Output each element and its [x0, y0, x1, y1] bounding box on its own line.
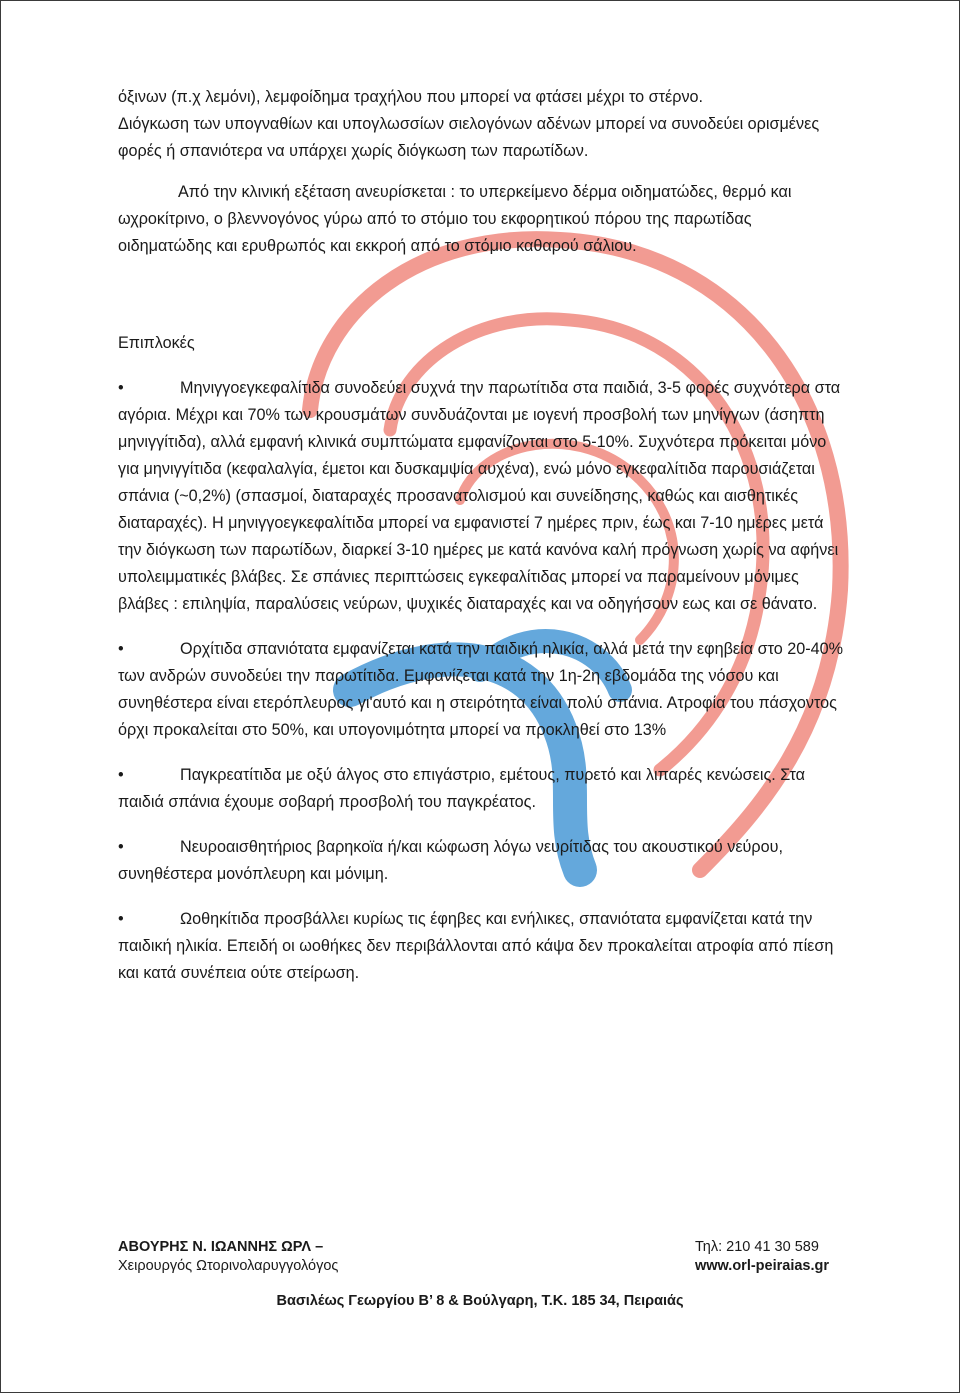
bullet-marker: •: [118, 838, 124, 856]
footer-title: Χειρουργός Ωτορινολαρυγγολόγος: [118, 1258, 339, 1274]
bullet-meningoencephalitis: [118, 375, 848, 618]
bullet-marker: •: [118, 910, 124, 928]
document-body: [118, 84, 848, 987]
footer-address: Βασιλέως Γεωργίου Β’ 8 & Βούλγαρη, Τ.Κ. 185 34, Πειραιάς: [276, 1293, 684, 1309]
exam-paragraph: Από την κλινική εξέταση ανευρίσκεται : το υπερκείμενο δέρμα οιδηματώδες, θερμό και ωχροκίτρινο, ο βλεννογόνος γύρω από το στόμιο του εκφορητικού πόρου της παρωτίδας οιδηματώδης και ερυθρωπός και εκκροή από το στόμιο καθαρού σάλιου.: [118, 183, 792, 255]
bullet-text: Ωοθηκίτιδα προσβάλλει κυρίως τις έφηβες και ενήλικες, σπανιότατα εμφανίζεται κατά την παιδική ηλικία. Επειδή οι ωοθήκες δεν περιβάλλονται από κάψα δεν προκαλείται ατροφία από πίεση και κατά συνέπεια ούτε στείρωση.: [118, 910, 834, 982]
bullet-hearing-loss: [118, 834, 848, 888]
footer-website-link[interactable]: www.orl-peiraias.gr: [695, 1258, 830, 1274]
footer-phone: Τηλ: 210 41 30 589: [695, 1239, 819, 1255]
footer-doctor-info: [118, 1238, 338, 1276]
bullet-text: Ορχίτιδα σπανιότατα εμφανίζεται κατά την παιδική ηλικία, αλλά μετά την εφηβεία στο 20-40% των ανδρών συνοδεύει την παρωτίτιδα. Εμφανίζεται κατά την 1η-2η εβδομάδα της νόσου και συνηθέστερα είναι ετερόπλευρος γι'αυτό και η στειρότητα είναι πολύ σπάνια. Ατροφία του πάσχοντος όρχι προκαλείται στο 50%, και υπογονιμότητα μπορεί να προκληθεί στο 13%: [118, 640, 844, 739]
intro-line-2: Διόγκωση των υπογναθίων και υπογλωσσίων σιελογόνων αδένων μπορεί να συνοδεύει ορισμένες φορές ή σπανιότερα να υπάρχει χωρίς διόγκωση των παρωτίδων.: [118, 115, 820, 160]
bullet-pancreatitis: [118, 762, 848, 816]
bullet-marker: •: [118, 640, 124, 658]
bullet-text: Νευροαισθητήριος βαρηκοϊα ή/και κώφωση λόγω νευρίτιδας του ακουστικού νεύρου, συνηθέστερα μονόπλευρη και μόνιμη.: [118, 838, 783, 883]
bullet-oophoritis: [118, 906, 848, 987]
intro-line-1: όξινων (π.χ λεμόνι), λεμφοίδημα τραχήλου που μπορεί να φτάσει μέχρι το στέρνο.: [118, 88, 704, 106]
bullet-marker: •: [118, 379, 124, 397]
complications-heading: Επιπλοκές: [118, 334, 195, 352]
bullet-text: Παγκρεατίτιδα με οξύ άλγος στο επιγάστριο, εμέτους, πυρετό και λιπαρές κενώσεις. Στα παιδιά σπάνια έχουμε σοβαρή προσβολή του παγκρέατος.: [118, 766, 806, 811]
footer-name: ΑΒΟΥΡΗΣ Ν. ΙΩΑΝΝΗΣ ΩΡΛ –: [118, 1239, 324, 1255]
bullet-text: Μηνιγγοεγκεφαλίτιδα συνοδεύει συχνά την παρωτίτιδα στα παιδιά, 3-5 φορές συχνότερα στα αγόρια. Μέχρι και 70% των κρουσμάτων συνδυάζονται με ιογενή προσβολή των μηνίγγων (άσηπτη μηνιγγίτιδα), αλλά εμφανή κλινικά συμπτώματα εμφανίζονται στο 5-10%. Συχνότερα πρόκειται μόνο για μηνιγγίτιδα (κεφαλαλγία, έμετοι και δυσκαμψία αυχένα), ενώ μόνο εγκεφαλίτιδα παρουσιάζεται σπάνια (~0,2%) (σπασμοί, διαταραχές προσανατολισμού και συνείδησης, καθώς και αισθητικές διαταραχές). Η μηνιγγοεγκεφαλίτιδα μπορεί να εμφανιστεί 7 ημέρες πριν, έως και 7-10 ημέρες μετά την διόγκωση των παρωτίδων, διαρκεί 3-10 ημέρες με κατά κανόνα καλή πρόγνωση χωρίς να αφήνει υπολειμματικές βλάβες. Σε σπάνιες περιπτώσεις εγκεφαλίτιδας μπορεί να παραμείνουν μόνιμες βλάβες : επιληψία, παραλύσεις νεύρων, ψυχικές διαταραχές και να οδηγήσουν εως και σε θάνατο.: [118, 379, 841, 613]
bullet-orchitis: [118, 636, 848, 744]
bullet-marker: •: [118, 766, 124, 784]
footer-contact: [695, 1238, 829, 1276]
